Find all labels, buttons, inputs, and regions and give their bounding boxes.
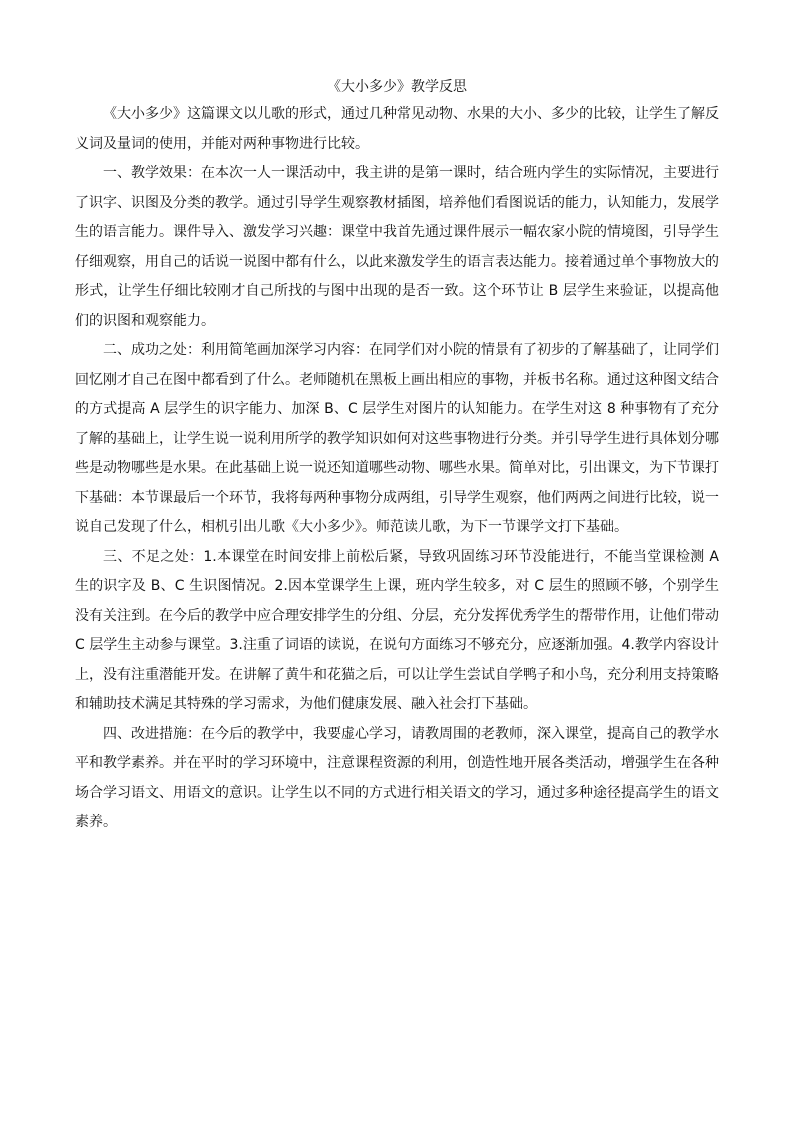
paragraph-teaching-effect: 一、教学效果：在本次一人一课活动中，我主讲的是第一课时，结合班内学生的实际情况，主要进行了识字、识图及分类的教学。通过引导学生观察教材插图，培养他们看图说话的能力，认知能力，发展学生的语言能力。课件导入、激发学习兴趣：课堂中我首先通过课件展示一幅农家小院的情境图，引导学生仔细观察，用自己的话说一说图中都有什么，以此来激发学生的语言表达能力。接着通过单个事物放大的形式，让学生仔细比较刚才自己所找的与图中出现的是否一致。这个环节让 B 层学生来验证，以提高他们的识图和观察能力。 [75,165,719,329]
document-body [75,76,719,838]
paragraph-improvements: 四、改进措施：在今后的教学中，我要虚心学习，请教周围的老教师，深入课堂，提高自己的教学水平和教学素养。并在平时的学习环境中，注意课程资源的利用，创造性地开展各类活动，增强学生在各种场合学习语文、用语文的意识。让学生以不同的方式进行相关语文的学习，通过多种途径提高学生的语文素养。 [75,725,719,830]
paragraph-shortcomings: 三、不足之处：1.本课堂在时间安排上前松后紧，导致巩固练习环节没能进行，不能当堂课检测 A 生的识字及 B、C 生识图情况。2.因本堂课学生上课，班内学生较多，对 C 层生的照顾不够，个别学生没有关注到。在今后的教学中应合理安排学生的分组、分层，充分发挥优秀学生的帮带作用，让他们带动 C 层学生主动参与课堂。3.注重了词语的读说，在说句方面练习不够充分，应逐渐加强。4.教学内容设计上，没有注重潜能开发。在讲解了黄牛和花猫之后，可以让学生尝试自学鸭子和小鸟，充分利用支持策略和辅助技术满足其特殊的学习需求，为他们健康发展、融入社会打下基础。 [75,548,719,712]
paragraph-intro: 《大小多少》这篇课文以儿歌的形式，通过几种常见动物、水果的大小、多少的比较，让学生了解反义词及量词的使用，并能对两种事物进行比较。 [75,106,719,152]
document-title: 《大小多少》教学反思 [327,79,467,95]
paragraph-successes: 二、成功之处：利用简笔画加深学习内容：在同学们对小院的情景有了初步的了解基础了，让同学们回忆刚才自己在图中都看到了什么。老师随机在黑板上画出相应的事物，并板书名称。通过这种图文结合的方式提高 A 层学生的识字能力、加深 B、C 层学生对图片的认知能力。在学生对这 8 种事物有了充分了解的基础上，让学生说一说利用所学的教学知识如何对这些事物进行分类。并引导学生进行具体划分哪些是动物哪些是水果。在此基础上说一说还知道哪些动物、哪些水果。简单对比，引出课文，为下节课打下基础：本节课最后一个环节，我将每两种事物分成两组，引导学生观察，他们两两之间进行比较，说一说自己发现了什么，相机引出儿歌《大小多少》。师范读儿歌，为下一节课学文打下基础。 [75,342,719,535]
